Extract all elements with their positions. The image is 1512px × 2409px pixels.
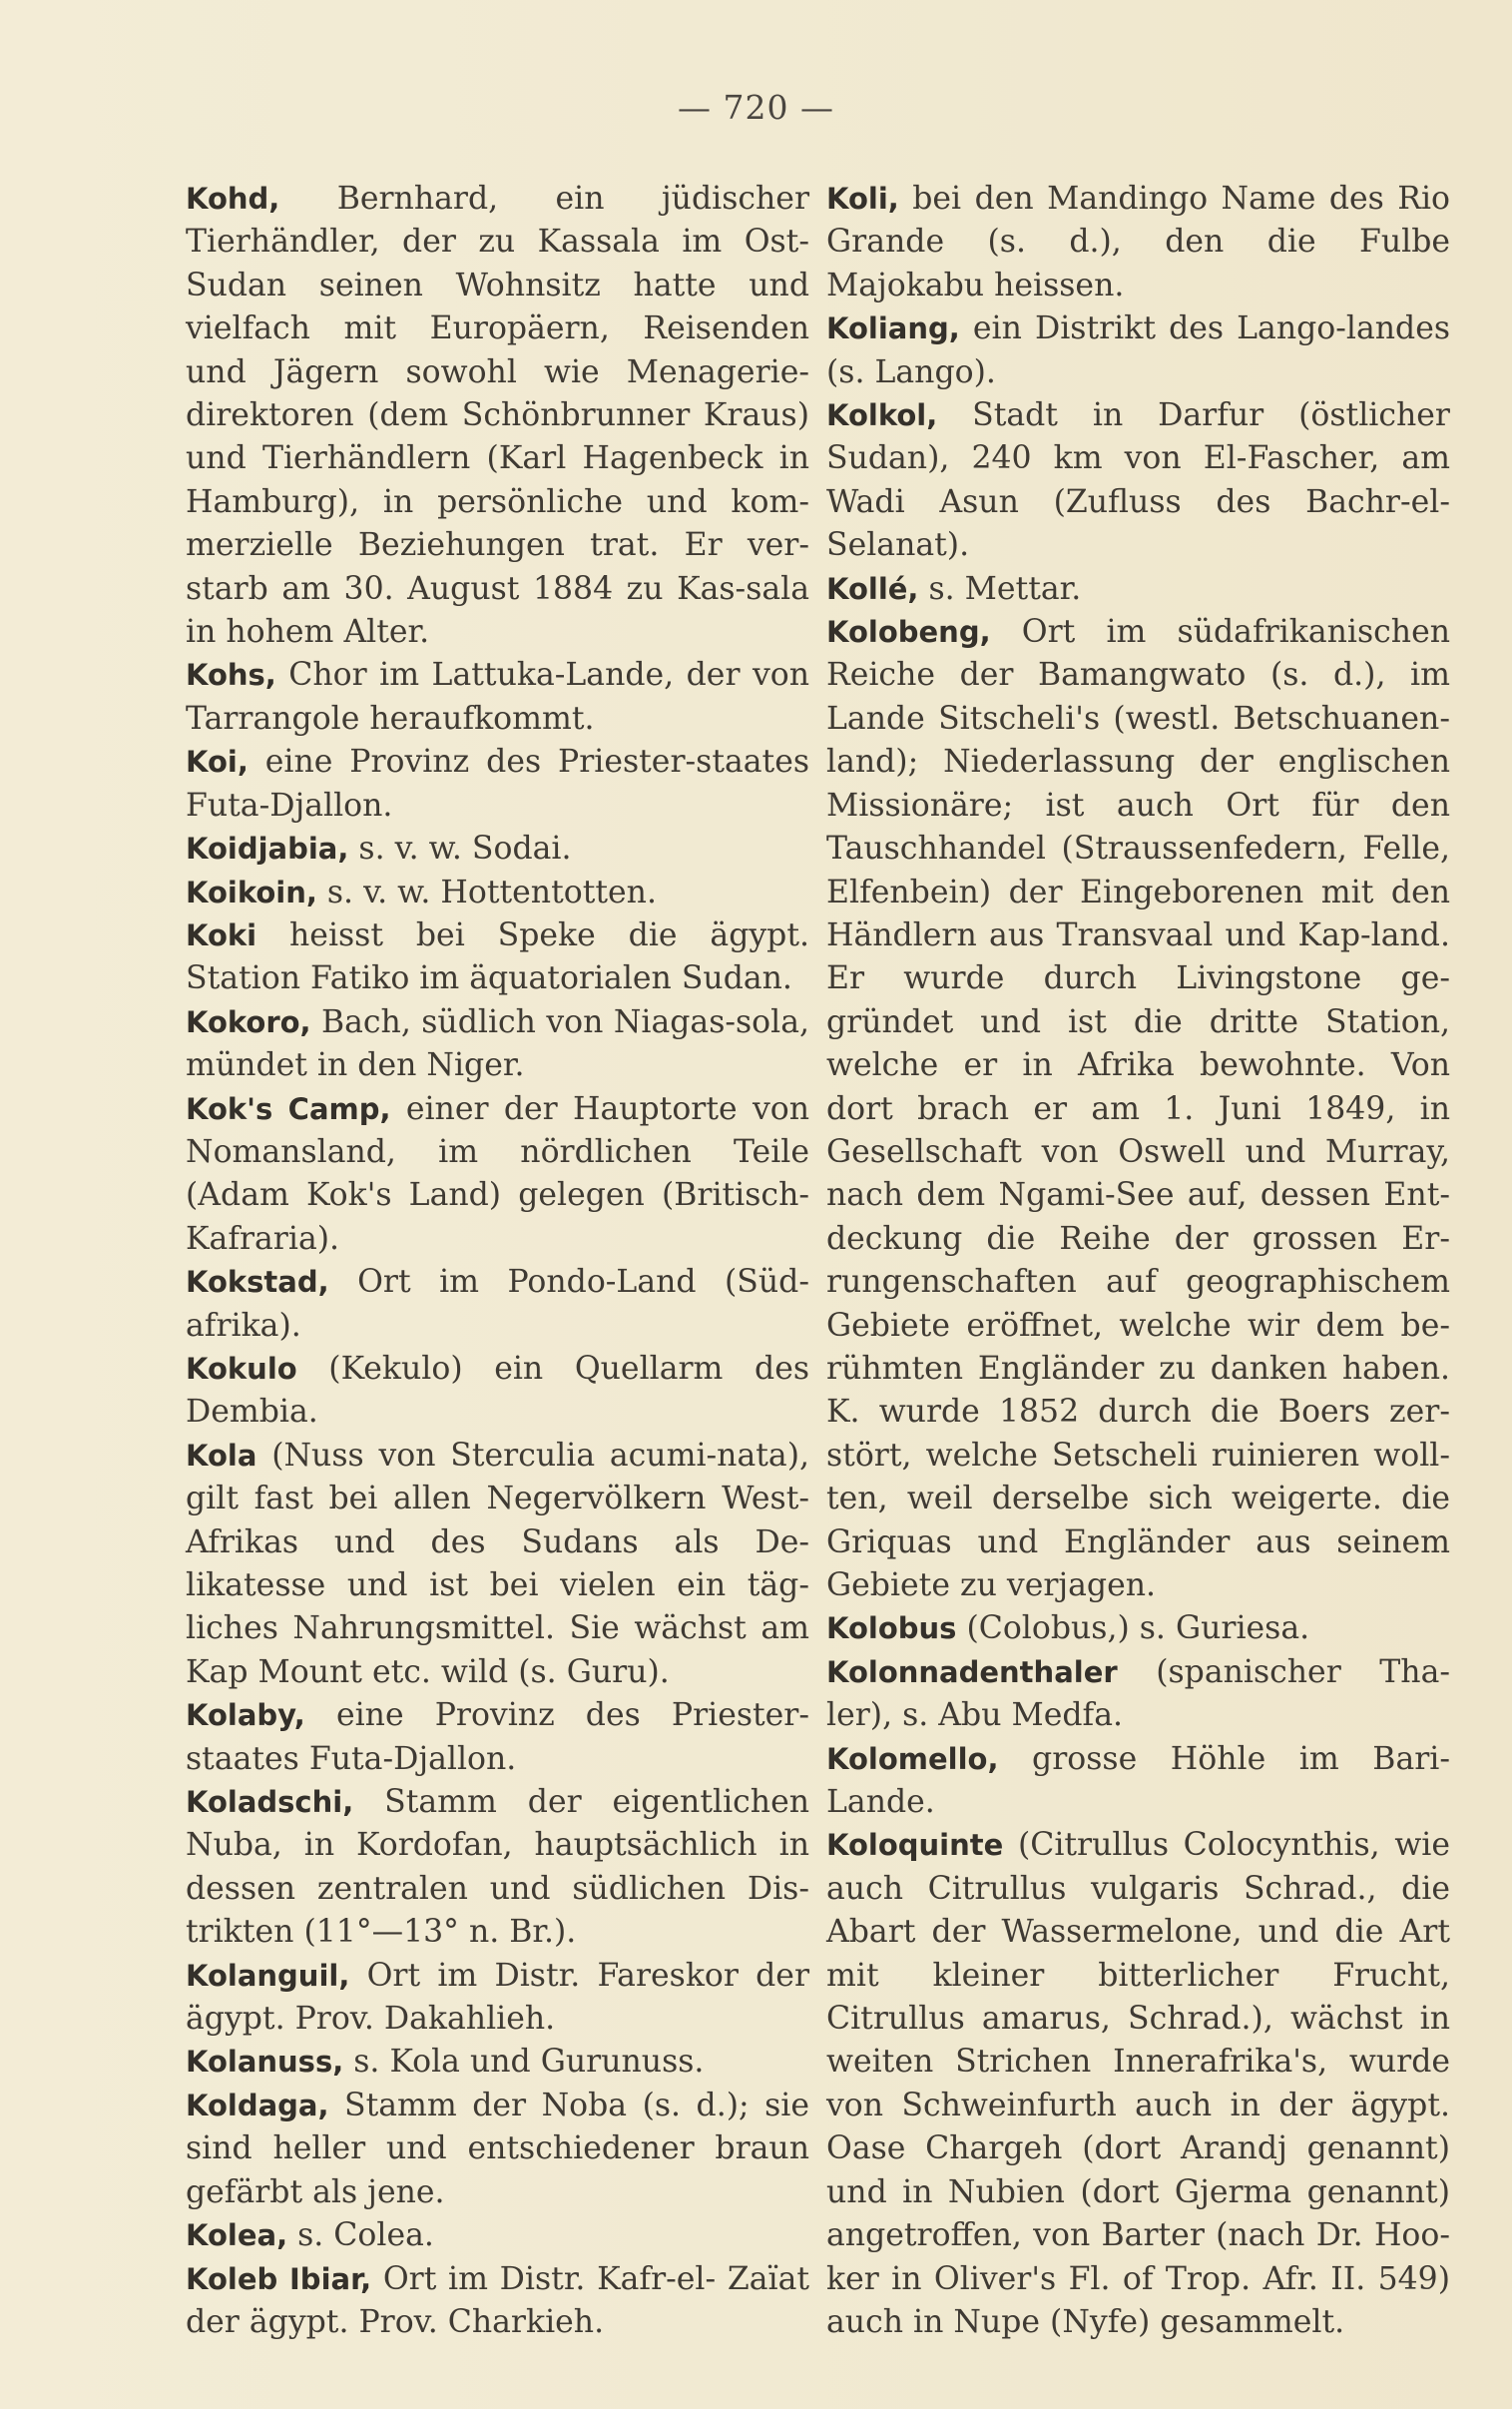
left-column (186, 178, 809, 2344)
entry-text: einer der Hauptorte von Nomansland, im nördlichen Teile (Adam Kok's Land) gelegen (Britisch-Kafraria). (186, 1090, 809, 1257)
entry-headword: Kolomello, (826, 1741, 999, 1776)
entry-text: Stamm der Noba (s. d.); sie sind heller und entschiedener braun gefärbt als jene. (186, 2087, 809, 2210)
entry-text: ein Distrikt des Lango-landes (s. Lango). (826, 310, 1450, 390)
entry-text: Bernhard, ein jüdischer Tierhändler, der zu Kassala im Ost-Sudan seinen Wohnsitz hatte und vielfach mit Europäern, Reisenden und Jägern sowohl wie Menagerie-direktoren (dem Schönbrunner Kraus) und Tierhändlern (Karl Hagenbeck in Hamburg), in persönliche und kom-merzielle Beziehungen trat. Er ver-starb am 30. August 1884 zu Kas-sala in hohem Alter. (186, 181, 809, 651)
dictionary-entry (826, 1651, 1450, 1738)
dictionary-entry (826, 1607, 1450, 1650)
entry-headword: Kokulo (186, 1351, 297, 1386)
entry-text: (Colobus,) s. Guriesa. (966, 1610, 1310, 1647)
entry-headword: Kohs, (186, 658, 276, 693)
entry-headword: Kohd, (186, 182, 280, 216)
dictionary-entry (186, 2041, 809, 2084)
dictionary-entry (186, 1348, 809, 1435)
entry-headword: Koliang, (826, 311, 960, 346)
dictionary-entry (826, 1738, 1450, 1825)
entry-headword: Koleb Ibiar, (186, 2261, 372, 2296)
dictionary-entry (826, 568, 1450, 611)
right-column (826, 178, 1450, 2344)
entry-headword: Kolanguil, (186, 1958, 350, 1993)
dictionary-entry (186, 178, 809, 654)
entry-headword: Koldaga, (186, 2088, 329, 2122)
entry-text: Bach, südlich von Niagas-sola, mündet in den Niger. (186, 1003, 809, 1084)
entry-text: grosse Höhle im Bari-Lande. (826, 1740, 1450, 1821)
dictionary-entry (186, 2258, 809, 2345)
entry-text: heisst bei Speke die ägypt. Station Fatiko im äquatorialen Sudan. (186, 916, 809, 997)
dictionary-entry (186, 1955, 809, 2042)
dictionary-entry (826, 307, 1450, 394)
entry-headword: Kollé, (826, 571, 919, 606)
dictionary-entry (186, 654, 809, 741)
entry-text: Ort im Pondo-Land (Süd-afrika). (186, 1264, 809, 1344)
dictionary-entry (186, 2214, 809, 2257)
entry-text: s. Mettar. (928, 570, 1082, 607)
dictionary-entry (186, 872, 809, 914)
dictionary-entry (826, 394, 1450, 568)
entry-text: Stamm der eigentlichen Nuba, in Kordofan, hauptsächlich in dessen zentralen und südlichen Dis-trikten (11°—13° n. Br.). (186, 1784, 810, 1951)
entry-headword: Kokoro, (186, 1004, 311, 1039)
dictionary-entry (826, 611, 1450, 1607)
dictionary-entry (826, 1824, 1450, 2344)
entry-headword: Kok's Camp, (186, 1091, 391, 1126)
dictionary-entry (186, 1088, 809, 1262)
entry-text: Ort im südafrikanischen Reiche der Bamangwato (s. d.), im Lande Sitscheli's (westl. Betschuanen-land); Niederlassung der englischen Missionäre; ist auch Ort für den Tauschhandel (Straussenfedern, Felle, Elfenbein) der Eingeborenen mit den Händlern aus Transvaal und Kap-land. Er wurde durch Livingstone ge-gründet und ist die dritte Station, welche er in Afrika bewohnte. Von dort brach er am 1. Juni 1849, in Gesellschaft von Oswell und Murray, nach dem Ngami-See auf, dessen Ent-deckung die Reihe der grossen Er-rungenschaften auf geographischem Gebiete eröffnet, welche wir dem be-rühmten Engländer zu danken haben. K. wurde 1852 durch die Boers zer-stört, welche Setscheli ruinieren woll-ten, weil derselbe sich weigerte. die Griquas und Engländer aus seinem Gebiete zu verjagen. (826, 614, 1450, 1603)
entry-headword: Kokstad, (186, 1265, 329, 1300)
dictionary-entry (186, 741, 809, 828)
entry-headword: Kolaby, (186, 1698, 305, 1733)
entry-headword: Kolobus (826, 1611, 957, 1646)
entry-headword: Kolea, (186, 2218, 288, 2253)
dictionary-entry (186, 828, 809, 871)
dictionary-entry (186, 1435, 809, 1694)
entry-headword: Koidjabia, (186, 832, 349, 867)
entry-headword: Kola (186, 1438, 257, 1473)
dictionary-entry (186, 2085, 809, 2214)
entry-text: Ort im Distr. Fareskor der ägypt. Prov. Dakahlieh. (186, 1957, 809, 2038)
entry-text: eine Provinz des Priester-staates Futa-Djallon. (186, 744, 809, 824)
entry-headword: Koladschi, (186, 1785, 354, 1820)
entry-headword: Koikoin, (186, 875, 317, 909)
entry-text: s. Colea. (297, 2217, 434, 2254)
entry-headword: Kolonnadenthaler (826, 1654, 1118, 1689)
dictionary-entry (186, 1694, 809, 1781)
entry-text: Stadt in Darfur (östlicher Sudan), 240 km von El-Fascher, am Wadi Asun (Zufluss des Bachr-el-Selanat). (826, 397, 1450, 564)
entry-headword: Kolanuss, (186, 2045, 344, 2080)
entry-text: s. Kola und Gurunuss. (353, 2044, 705, 2081)
entry-text: s. v. w. Hottentotten. (326, 874, 657, 910)
dictionary-entry (826, 178, 1450, 307)
entry-text: (spanischer Tha-ler), s. Abu Medfa. (826, 1653, 1450, 1734)
entry-headword: Koki (186, 917, 257, 952)
entry-text: (Citrullus Colocynthis, wie auch Citrullus vulgaris Schrad., die Abart der Wassermelone, und die Art mit kleiner bitterlicher Frucht, Citrullus amarus, Schrad.), wächst in weiten Strichen Innerafrika's, wurde von Schweinfurth auch in der ägypt. Oase Chargeh (dort Arandj genannt) und in Nubien (dort Gjerma genannt) angetroffen, von Barter (nach Dr. Hoo-ker in Oliver's Fl. of Trop. Afr. II. 549) auch in Nupe (Nyfe) gesammelt. (826, 1827, 1451, 2340)
entry-text: bei den Mandingo Name des Rio Grande (s. d.), den die Fulbe Majokabu heissen. (826, 181, 1450, 303)
entry-headword: Koi, (186, 745, 249, 780)
page-number: — 720 — (678, 88, 834, 127)
dictionary-entry (186, 914, 809, 1001)
entry-text: eine Provinz des Priester-staates Futa-Djallon. (186, 1697, 810, 1777)
entry-headword: Koloquinte (826, 1828, 1004, 1863)
entry-headword: Kolobeng, (826, 615, 991, 650)
entry-headword: Koli, (826, 182, 899, 216)
dictionary-entry (186, 1781, 809, 1955)
entry-text: s. v. w. Sodai. (358, 831, 572, 868)
entry-text: Ort im Distr. Kafr-el- Zaïat der ägypt. Prov. Charkieh. (186, 2260, 810, 2340)
entry-text: (Kekulo) ein Quellarm des Dembia. (186, 1350, 809, 1431)
entry-headword: Kolkol, (826, 398, 938, 433)
dictionary-entry (186, 1001, 809, 1088)
dictionary-entry (186, 1261, 809, 1348)
entry-text: Chor im Lattuka-Lande, der von Tarrangole heraufkommt. (186, 657, 810, 737)
entry-text: (Nuss von Sterculia acumi-nata), gilt fast bei allen Negervölkern West-Afrikas und des Sudans als De-likatesse und ist bei vielen ein täg-liches Nahrungsmittel. Sie wächst am Kap Mount etc. wild (s. Guru). (186, 1437, 809, 1690)
